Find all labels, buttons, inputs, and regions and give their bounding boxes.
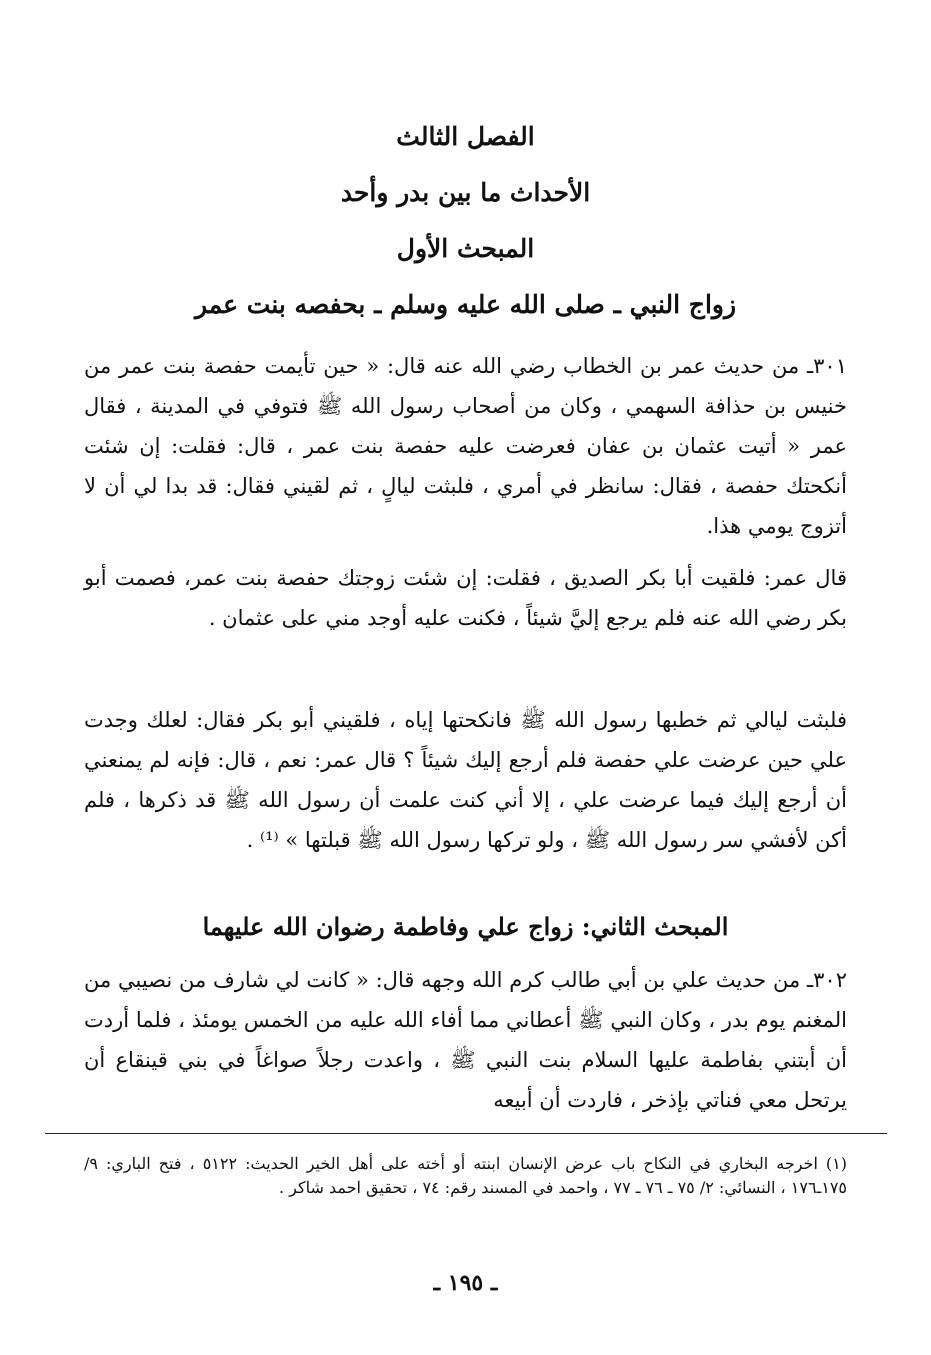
- paragraph-umar-abu-bakr: قال عمر: فلقيت أبا بكر الصديق ، فقلت: إن شئت زوجتك حفصة بنت عمر، فصمت أبو بكر رضي الله عنه فلم يرجع إليَّ شيئاً ، فكنت عليه أوجد مني على عثمان .: [84, 566, 847, 630]
- heading-block: [70, 122, 861, 320]
- topic-heading-1: زواج النبي ـ صلى الله عليه وسلم ـ بحفصه بنت عمر: [194, 290, 737, 319]
- footnote-divider: [45, 1133, 887, 1134]
- chapter-title: الأحداث ما بين بدر وأحد: [340, 178, 591, 207]
- paragraph-marriage: فلبثت ليالي ثم خطبها رسول الله ﷺ فانكحتها إياه ، فلقيني أبو بكر فقال: لعلك وجدت علي حين عرضت علي حفصة فلم أرجع إليك شيئاً ؟ قال عمر: نعم ، قال: فإنه لم يمنعني أن أرجع إليك فيما عرضت علي ، إلا أني كنت علمت أن رسول الله ﷺ قد ذكرها ، فلم أكن لأفشي سر رسول الله ﷺ ، ولو تركها رسول الله ﷺ قبلتها » ⁽¹⁾ .: [84, 708, 847, 852]
- paragraph-302: ٣٠٢ـ من حديث علي بن أبي طالب كرم الله وجهه قال: « كانت لي شارف من نصيبي من المغنم يوم بدر ، وكان النبي ﷺ أعطاني مما أفاء الله عليه من الخمس يومئذ ، فلما أردت أن أبتني بفاطمة عليها السلام بنت النبي ﷺ ، واعدت رجلاً صواغاً في بني قينقاع أن يرتحل معي فناتي بإذخر ، فاردت أن أبيعه: [84, 968, 847, 1112]
- chapter-heading: الفصل الثالث: [396, 122, 535, 151]
- page-number: ـ ١٩٥ ـ: [433, 1270, 498, 1296]
- footnote: (١) اخرجه البخاري في النكاح باب عرض الإنسان ابنته أو أخته على أهل الخير الحديث: ٥١٢٢ ، فتح الباري: ٩/ ١٧٥ـ١٧٦ ، النسائي: ٢/ ٧٥ ـ ٧٦ ـ ٧٧ ، واحمد في المسند رقم: ٧٤ ، تحقيق احمد شاكر .: [84, 1154, 847, 1197]
- paragraph-301: ٣٠١ـ من حديث عمر بن الخطاب رضي الله عنه قال: « حين تأيمت حفصة بنت عمر من خنيس بن حذافة السهمي ، وكان من أصحاب رسول الله ﷺ فتوفي في المدينة ، فقال عمر « أتيت عثمان بن عفان فعرضت عليه حفصة بنت عمر ، قال: فقلت: إن شئت أنكحتك حفصة ، فقال: سانظر في أمري ، فلبثت ليالٍ ، ثم لقيني فقال: قد بدا لي أن لا أتزوج يومي هذا.: [84, 354, 847, 538]
- section-heading-1: المبحث الأول: [396, 234, 535, 263]
- section-heading-2: المبحث الثاني: زواج علي وفاطمة رضوان الله عليهما: [202, 912, 729, 941]
